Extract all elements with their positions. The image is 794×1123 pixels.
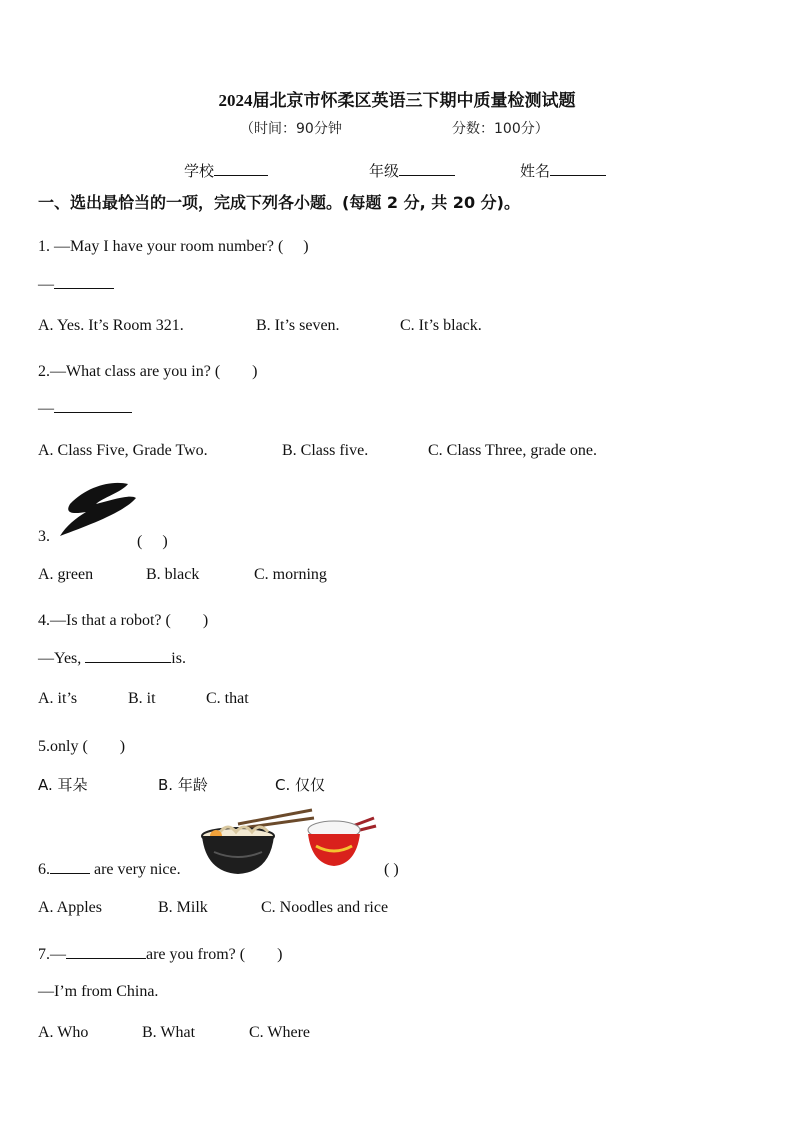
grade-blank[interactable] [399, 175, 455, 176]
q3-option-c[interactable]: C. morning [254, 566, 327, 583]
q2-option-c[interactable]: C. Class Three, grade one. [428, 442, 597, 459]
q3-paren: ( ) [137, 533, 168, 550]
q6-option-a[interactable]: A. Apples [38, 899, 102, 916]
q5-option-a[interactable]: A. 耳朵 [38, 776, 88, 794]
q6-option-b[interactable]: B. Milk [158, 899, 208, 916]
q5-stem: 5.only ( ) [38, 738, 126, 755]
q6-number: 6. [38, 861, 50, 878]
page-title: 2024届北京市怀柔区英语三下期中质量检测试题 [218, 91, 576, 110]
q4-stem: 4.—Is that a robot? ( ) [38, 612, 209, 629]
q7-number: 7.— [38, 946, 66, 963]
time-info: （时间：90分钟 [240, 121, 342, 137]
black-scribble-image [52, 474, 142, 544]
q4-option-a[interactable]: A. it’s [38, 690, 78, 707]
q6-blank[interactable] [50, 873, 90, 874]
q1-option-a[interactable]: A. Yes. It’s Room 321. [38, 317, 184, 334]
grade-field[interactable] [369, 160, 455, 181]
q6-paren: ( ) [384, 861, 399, 878]
q6-text: are very nice. [94, 861, 181, 878]
q3-number: 3. [38, 528, 50, 545]
q6-stem [38, 861, 181, 879]
name-label: 姓名 [520, 162, 551, 180]
school-blank[interactable] [214, 175, 268, 176]
rice-bowl-image [302, 812, 380, 868]
name-field[interactable] [520, 160, 606, 181]
q6-option-c[interactable]: C. Noodles and rice [261, 899, 389, 916]
q4-reply-start: —Yes, [38, 650, 82, 667]
school-label: 学校 [184, 162, 215, 180]
q1-blank[interactable] [54, 288, 114, 289]
q2-blank[interactable] [54, 412, 132, 413]
q3-option-a[interactable]: A. green [38, 566, 94, 583]
q5-option-b[interactable]: B. 年龄 [158, 776, 208, 794]
name-blank[interactable] [550, 175, 606, 176]
school-field[interactable] [184, 160, 268, 181]
score-info: 分数：100分） [452, 121, 549, 137]
q4-reply [38, 650, 186, 668]
q7-option-b[interactable]: B. What [142, 1024, 196, 1041]
q4-option-c[interactable]: C. that [206, 690, 249, 707]
section-heading: 一、选出最恰当的一项，完成下列各小题。(每题 2 分, 共 20 分)。 [38, 193, 520, 212]
q7-reply: —I’m from China. [38, 983, 159, 1000]
q7-option-a[interactable]: A. Who [38, 1024, 89, 1041]
noodle-bowl-image [198, 806, 318, 880]
q1-option-c[interactable]: C. It’s black. [400, 317, 482, 334]
q3-option-b[interactable]: B. black [146, 566, 200, 583]
q2-dash: — [38, 400, 54, 417]
q2-stem: 2.—What class are you in? ( ) [38, 363, 258, 380]
q7-option-c[interactable]: C. Where [249, 1024, 311, 1041]
q5-option-c[interactable]: C. 仅仅 [275, 776, 326, 794]
q7-text: are you from? ( ) [146, 946, 283, 963]
q7-blank[interactable] [66, 958, 146, 959]
q2-option-b[interactable]: B. Class five. [282, 442, 369, 459]
q1-option-b[interactable]: B. It’s seven. [256, 317, 340, 334]
q1-reply [38, 276, 114, 294]
q4-option-b[interactable]: B. it [128, 690, 156, 707]
grade-label: 年级 [369, 162, 400, 180]
q1-dash: — [38, 276, 54, 293]
q2-option-a[interactable]: A. Class Five, Grade Two. [38, 442, 208, 459]
q1-stem: 1. —May I have your room number? ( ) [38, 238, 309, 255]
q7-stem [38, 941, 282, 964]
q4-blank[interactable] [85, 662, 171, 663]
q4-reply-end: is. [171, 650, 186, 667]
q2-reply [38, 400, 132, 418]
